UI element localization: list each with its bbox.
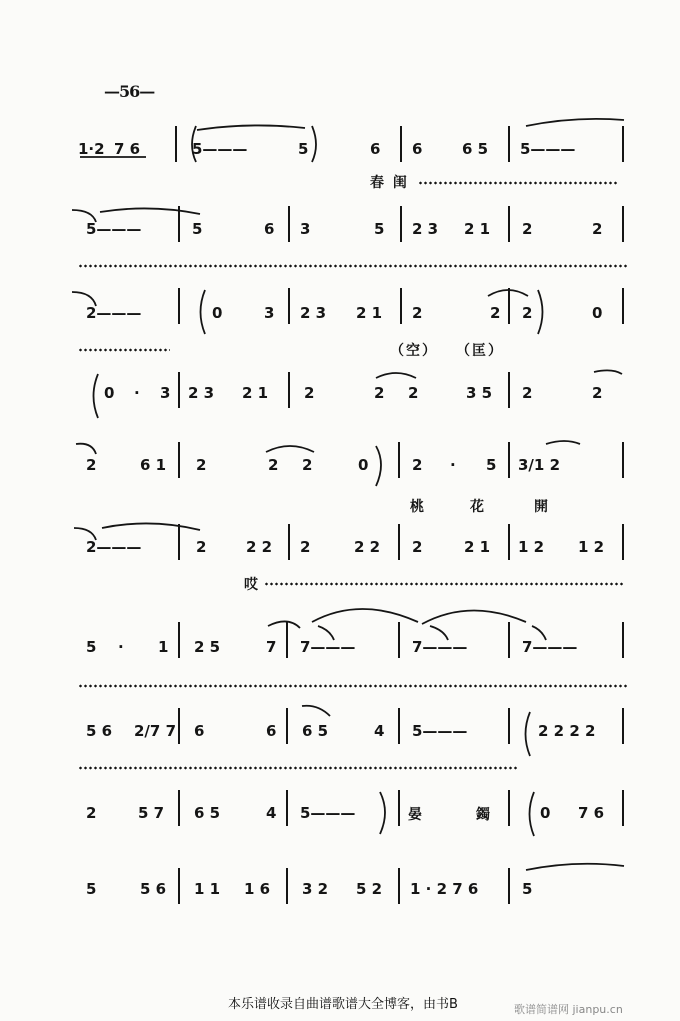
page-number: —56— — [104, 82, 155, 101]
note: 3 2 — [302, 880, 329, 898]
note: 6 — [370, 140, 381, 158]
note: 2 — [592, 384, 603, 402]
note: 5 7 — [138, 804, 165, 822]
note: 6 — [194, 722, 205, 740]
note: 6 5 — [462, 140, 489, 158]
lyric: 晏 — [408, 807, 424, 823]
note: 1 · 2 7 6 — [410, 880, 479, 898]
note: 6 5 — [194, 804, 221, 822]
note: 0 — [358, 456, 369, 474]
note: 5 — [86, 638, 97, 656]
slur — [72, 210, 96, 222]
lyric: 開 — [534, 499, 550, 515]
note: 2 — [408, 384, 419, 402]
note: 5 6 — [86, 722, 113, 740]
note: 2——— — [86, 304, 142, 322]
note: 2 3 — [412, 220, 439, 238]
note: 5——— — [300, 804, 356, 822]
note: 1 2 — [578, 538, 605, 556]
note: 7——— — [522, 638, 578, 656]
note: 2 1 — [242, 384, 269, 402]
note: 7 — [266, 638, 277, 656]
slur — [376, 373, 416, 378]
note: 1 1 — [194, 880, 221, 898]
note: 2 — [196, 456, 207, 474]
bracket — [201, 290, 206, 334]
note: 2 3 — [188, 384, 215, 402]
bracket — [94, 374, 99, 418]
lyric: 哎 — [244, 577, 260, 593]
note: 2 — [412, 304, 423, 322]
note: 0 — [592, 304, 603, 322]
note: 2 — [86, 456, 97, 474]
note: 4 — [374, 722, 385, 740]
bracket — [538, 290, 543, 334]
note: 6 5 — [302, 722, 329, 740]
note: 5——— — [412, 722, 468, 740]
note: 5 6 — [140, 880, 167, 898]
watermark: 歌谱简谱网 jianpu.cn — [514, 1003, 623, 1016]
footer-credit: 本乐谱收录自曲谱歌谱大全博客，由书B — [228, 997, 458, 1012]
note: 5——— — [520, 140, 576, 158]
note: 2 1 — [464, 538, 491, 556]
note: 2 — [302, 456, 313, 474]
note: 6 — [264, 220, 275, 238]
wave-mark — [318, 626, 334, 640]
slur — [594, 370, 622, 374]
slur — [546, 441, 580, 444]
lyric: （匡） — [456, 343, 504, 359]
note: 4 — [266, 804, 277, 822]
note: 5 — [522, 880, 533, 898]
slur — [488, 290, 528, 296]
note: 5 — [486, 456, 497, 474]
note: 2 — [300, 538, 311, 556]
note: · — [450, 456, 456, 474]
note: 0 — [212, 304, 223, 322]
note: 1·2 — [78, 140, 105, 158]
bracket — [312, 126, 316, 162]
slur — [102, 523, 200, 530]
note: 2 2 — [246, 538, 273, 556]
note: 2——— — [86, 538, 142, 556]
slur — [197, 125, 305, 130]
wave-mark — [430, 626, 448, 640]
slur — [268, 621, 300, 628]
slur — [74, 528, 96, 540]
note: 3 — [300, 220, 311, 238]
note: 6 1 — [140, 456, 167, 474]
slur — [422, 610, 526, 624]
note: 2 — [412, 538, 423, 556]
note: 2 5 — [194, 638, 221, 656]
note: 5 — [86, 880, 97, 898]
lyric: 桃 — [410, 499, 426, 515]
note: 6 — [412, 140, 423, 158]
note: 2/7 7 — [134, 722, 177, 740]
note: 3/1 2 — [518, 456, 561, 474]
slur — [312, 609, 418, 622]
note: 2 — [268, 456, 279, 474]
note: 3 — [264, 304, 275, 322]
note: · — [118, 638, 124, 656]
note: 2 — [374, 384, 385, 402]
note: 7——— — [300, 638, 356, 656]
note: 3 5 — [466, 384, 493, 402]
note: 7——— — [412, 638, 468, 656]
note: 2 1 — [356, 304, 383, 322]
note: 2 — [412, 456, 423, 474]
note: 7 6 — [114, 140, 141, 158]
note: 2 — [522, 384, 533, 402]
note: 2 — [196, 538, 207, 556]
lyric: （空） — [390, 343, 438, 359]
note: 5 2 — [356, 880, 383, 898]
note: 5 — [374, 220, 385, 238]
bracket — [376, 446, 381, 486]
lyric: 花 — [470, 499, 486, 515]
slur — [100, 208, 200, 214]
bracket — [526, 712, 531, 756]
note: 1 6 — [244, 880, 271, 898]
bracket — [530, 792, 535, 836]
note: 1 — [158, 638, 169, 656]
note: 5——— — [86, 220, 142, 238]
slur — [526, 864, 624, 870]
note: 1 2 — [518, 538, 545, 556]
note: 2 — [592, 220, 603, 238]
slur — [72, 292, 96, 306]
note: 6 — [266, 722, 277, 740]
note: 2 — [490, 304, 501, 322]
bracket — [380, 792, 385, 834]
note: 2 2 — [354, 538, 381, 556]
note: 0 — [540, 804, 551, 822]
bracket — [192, 126, 196, 162]
note: · — [134, 384, 140, 402]
note: 5——— — [192, 140, 248, 158]
note: 2 — [522, 304, 533, 322]
note: 2 — [522, 220, 533, 238]
slur — [526, 119, 624, 126]
note: 5 — [298, 140, 309, 158]
lyric: 春 闺 — [370, 175, 409, 191]
note: 2 3 — [300, 304, 327, 322]
slur — [266, 446, 314, 452]
wave-mark — [532, 626, 546, 640]
slur — [302, 706, 330, 716]
note: 0 — [104, 384, 115, 402]
lyric: 鐲 — [476, 807, 492, 823]
note: 2 — [304, 384, 315, 402]
note: 3 — [160, 384, 171, 402]
note: 2 — [86, 804, 97, 822]
note: 2 2 2 2 — [538, 722, 596, 740]
note: 5 — [192, 220, 203, 238]
slur — [76, 444, 96, 454]
note: 2 1 — [464, 220, 491, 238]
note: 7 6 — [578, 804, 605, 822]
